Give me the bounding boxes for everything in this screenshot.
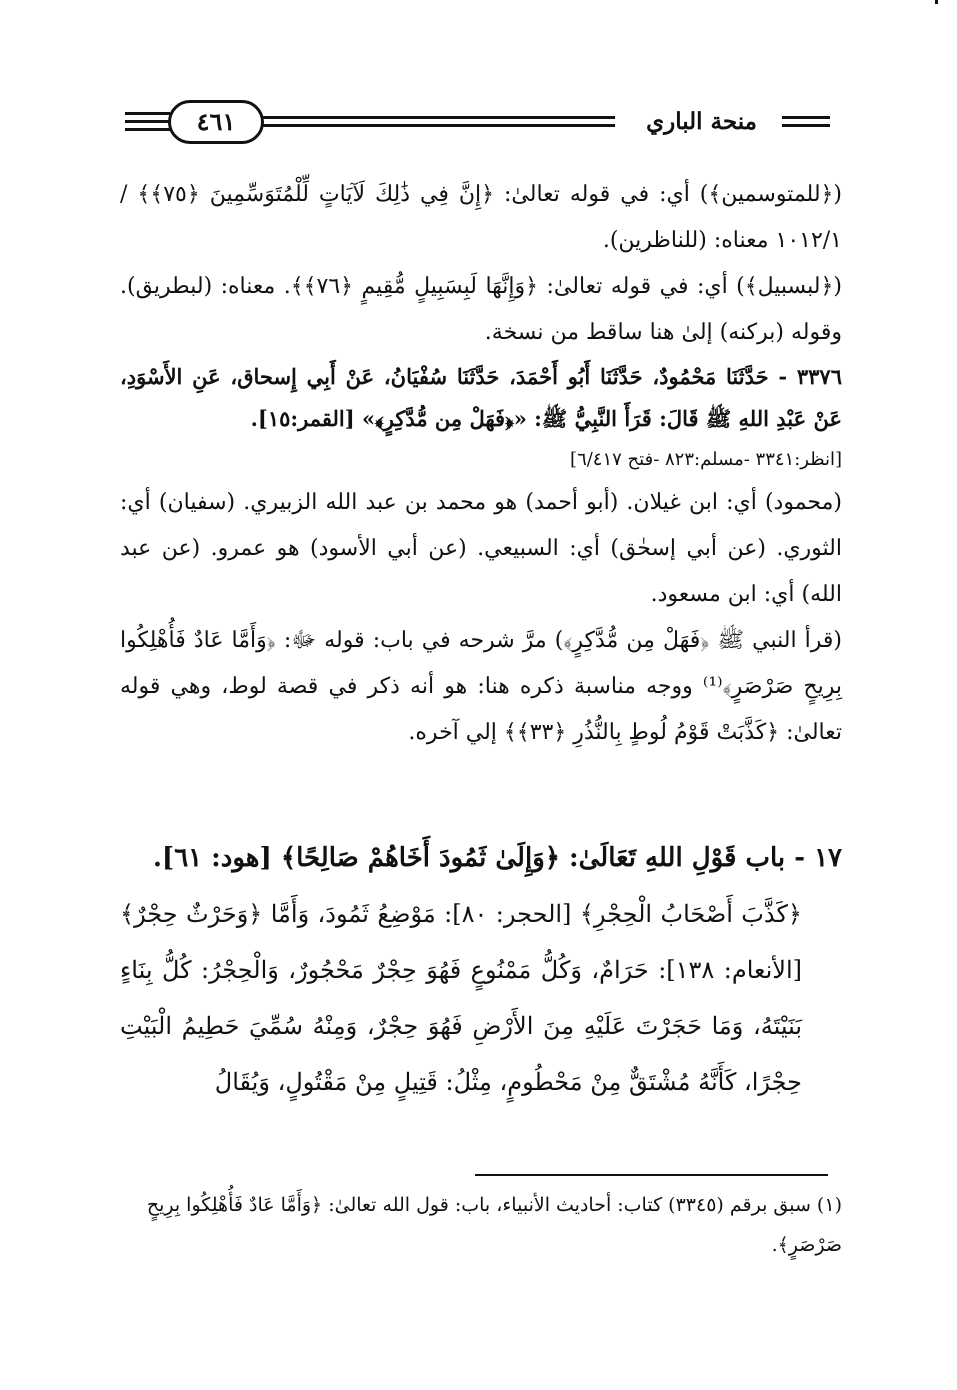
- paragraph-explanation: (قرأ النبي ﷺ ﴿فَهَلْ مِن مُّدَّكِرٍ﴾) مرَّ شرحه في باب: قوله ﷻ: ﴿وَأَمَّا عَادٌ فَأُهْلِكُوا بِرِيحٍ صَرْصَرٍ﴾⁽¹⁾ ووجه مناسبة ذكره هنا: هو أنه ذكر في قصة لوط، وهي قوله تعالىٰ: ﴿كَذَّبَتْ قَوْمُ لُوطٍ بِالنُّذُرِ ﴿٣٣﴾﴾ إلي آخره.: [120, 628, 843, 745]
- footnote: [120, 1185, 842, 1265]
- header-rule-left: [125, 112, 170, 115]
- footnote-text: (١) سبق برقم (٣٣٤٥) كتاب: أحاديث الأنبياء، باب: قول الله تعالىٰ: ﴿وَأَمَّا عَادٌ فَأُهْلِكُوا بِرِيحٍ صَرْصَرٍ﴾.: [146, 1194, 842, 1256]
- hadith-reference: [انظر:٣٣٤١ -مسلم:٨٢٣ -فتح ٦/٤١٧]: [570, 449, 842, 470]
- header-rule-left: [125, 128, 170, 131]
- header-rule-right: [782, 124, 830, 127]
- footnote-separator: [475, 1174, 828, 1176]
- paragraph-sabil: (﴿لبسبيل﴾) أي: في قوله تعالىٰ: ﴿وَإِنَّهَا لَبِسَبِيلٍ مُّقِيمٍ ﴿٧٦﴾﴾. معناه: (لبطريق). وقوله (بركنه) إلىٰ هنا ساقط من نسخة.: [120, 274, 842, 345]
- chapter-body: ﴿كَذَّبَ أَصْحَابُ الْحِجْرِ﴾ [الحجر: ٨٠]: مَوْضِعُ ثَمُودَ، وَأَمَّا ﴿وَحَرْثٌ حِجْرٌ﴾ [الأنعام: ١٣٨]: حَرَامٌ، وَكُلُّ مَمْنُوعٍ فَهُوَ حِجْرٌ مَحْجُورٌ، وَالْحِجْرُ: كُلُّ بِنَاءٍ بَنَيْتَهُ، وَمَا حَجَرْتَ عَلَيْهِ مِنَ الأَرْضِ فَهُوَ حِجْرٌ، وَمِنْهُ سُمِّيَ حَطِيمُ الْبَيْتِ حِجْرًا، كَأَنَّهُ مُشْتَقٌّ مِنْ مَحْطُومٍ، مِثْلُ: قَتِيلٍ مِنْ مَقْتُولٍ، وَيُقَالُ: [120, 900, 802, 1096]
- paragraph-narrators: (محمود) أي: ابن غيلان. (أبو أحمد) هو محمد بن عبد الله الزبيري. (سفيان) أي: الثوري. (عن أبي إسحٰق) أي: السبيعي. (عن أبي الأسود) هو عمرو. (عن عبد الله) أي: ابن مسعود.: [120, 490, 842, 607]
- chapter-block: [120, 830, 842, 1110]
- commentary-block: [120, 172, 842, 756]
- chapter-heading: ١٧ - باب قَوْلِ اللهِ تَعَالَىٰ: ﴿وَإِلَىٰ ثَمُودَ أَخَاهُمْ صَالِحًا﴾ [هود: ٦١].: [152, 843, 842, 873]
- paragraph-mutawassimin: (﴿للمتوسمين﴾) أي: في قوله تعالىٰ: ﴿إِنَّ فِي ذَٰلِكَ لَآيَاتٍ لِّلْمُتَوَسِّمِينَ ﴿٧٥﴾﴾ /١٠١٢/١ معناه: (للناظرين).: [120, 182, 842, 253]
- hadith-text: ٣٣٧٦ - حَدَّثَنَا مَحْمُودٌ، حَدَّثَنَا أَبُو أَحْمَدَ، حَدَّثَنَا سُفْيَانُ، عَنْ أَبِي إِسحاق، عَنِ الأَسْوَدِ، عَنْ عَبْدِ اللهِ ﷺ قَالَ: قَرَأَ النَّبِيُّ ﷺ: «﴿فَهَلْ مِن مُّدَّكِرٍ﴾» [القمر:١٥].: [120, 364, 842, 431]
- scan-mark: [935, 0, 938, 4]
- book-title: منحة الباري: [646, 108, 757, 135]
- header-rule-left: [125, 120, 170, 123]
- header-rule-right: [782, 116, 830, 119]
- page-number: ٤٦١: [168, 100, 264, 144]
- header-rule-middle: [260, 116, 615, 119]
- header-rule-middle: [260, 124, 615, 127]
